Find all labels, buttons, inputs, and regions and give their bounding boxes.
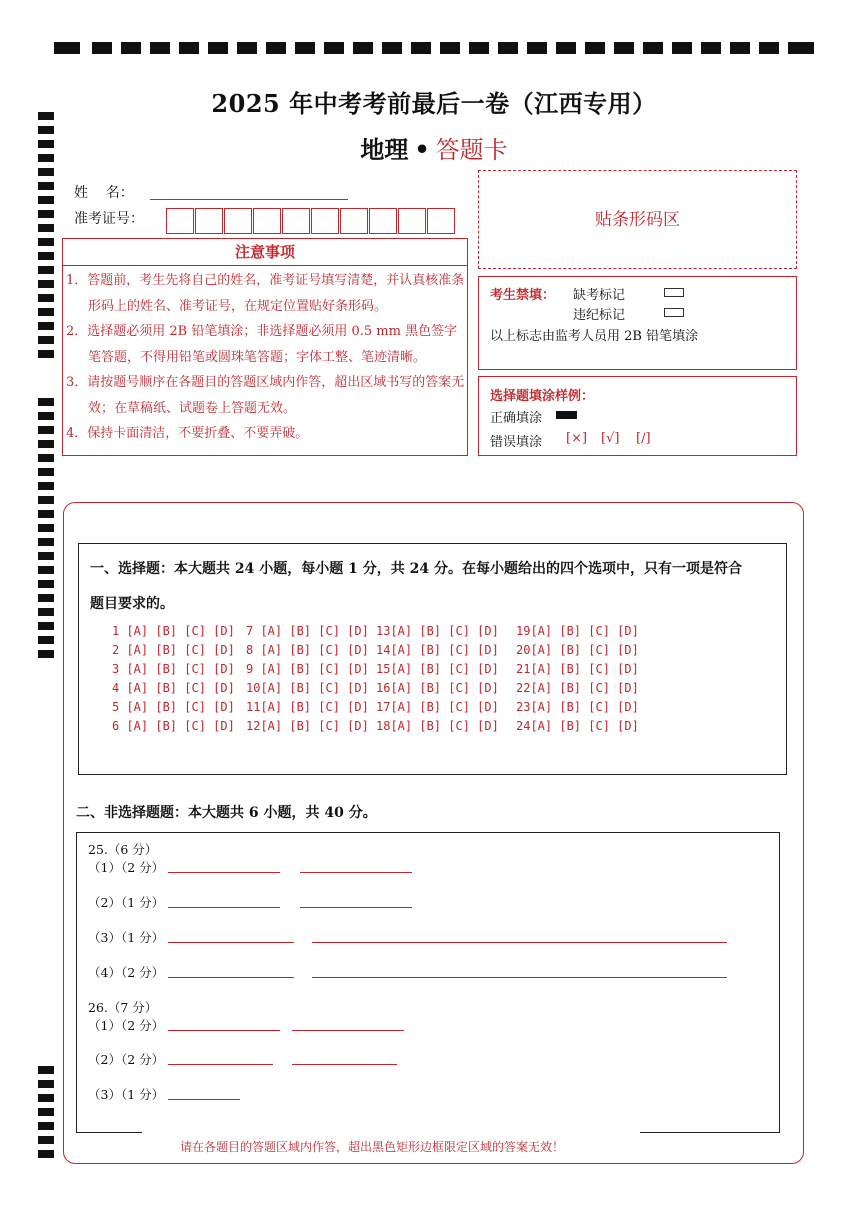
notice-item: 3．请按题号顺序在各题目的答题区域内作答，超出区域书写的答案无效；在草稿纸、试题卷上答题无效。 (66, 375, 465, 416)
timing-mark (730, 42, 750, 54)
timing-mark (324, 42, 344, 54)
choice-section-heading-cont: 题目要求的。 (90, 596, 174, 612)
q25-part-label: （3）（1 分） (88, 930, 165, 945)
timing-mark (150, 42, 170, 54)
barcode-label: 贴条形码区 (595, 210, 680, 230)
notice-list (66, 268, 466, 447)
timing-mark (411, 42, 431, 54)
notice-item: 4．保持卡面清洁，不要折叠、不要弄破。 (66, 426, 309, 441)
absent-mark-box[interactable] (664, 288, 684, 297)
timing-mark (38, 1094, 54, 1102)
timing-mark (179, 42, 199, 54)
card-subtitle: 地理 • 答题卡 (360, 135, 508, 164)
timing-mark (38, 580, 54, 588)
exempt-title: 考生禁填： (490, 288, 556, 303)
timing-mark (38, 336, 54, 344)
answer-line[interactable] (292, 1030, 404, 1031)
card-type-label: 答题卡 (435, 136, 508, 164)
timing-mark (38, 1136, 54, 1144)
timing-mark (38, 426, 54, 434)
timing-mark (38, 266, 54, 274)
notice-heading: 注意事项 (234, 243, 295, 261)
timing-mark (38, 308, 54, 316)
timing-mark (38, 1150, 54, 1158)
footer-warning: 请在各题目的答题区域内作答，超出黑色矩形边框限定区域的答案无效！ (180, 1140, 565, 1154)
q25-title: 25.（6 分） (88, 842, 158, 857)
timing-mark (38, 210, 54, 218)
answer-line[interactable] (168, 1030, 280, 1031)
timing-mark (121, 42, 141, 54)
wrong-mark-slash: [/] (636, 431, 651, 446)
timing-mark (440, 42, 460, 54)
timing-mark (38, 622, 54, 630)
divider (62, 265, 468, 266)
box-bottom-left (76, 1132, 142, 1133)
timing-mark (527, 42, 547, 54)
timing-mark (556, 42, 576, 54)
timing-mark (237, 42, 257, 54)
id-digit-box[interactable] (224, 208, 252, 234)
choice-section-heading: 一、选择题：本大题共 24 小题，每小题 1 分，共 24 分。在每小题给出的四个选项中，只有一项是符合 (90, 561, 742, 577)
timing-mark (38, 650, 54, 658)
q25-part-label: （2）（1 分） (88, 895, 165, 910)
timing-mark (614, 42, 634, 54)
timing-mark (643, 42, 663, 54)
timing-mark (38, 538, 54, 546)
timing-mark (701, 42, 721, 54)
id-digit-box[interactable] (282, 208, 310, 234)
answer-line[interactable] (168, 872, 280, 873)
name-label: 姓 名： (74, 185, 134, 201)
answer-line[interactable] (292, 1064, 397, 1065)
choice-column-4[interactable]: 19[A] [B] [C] [D] 20[A] [B] [C] [D] 21[A] [B] [C] [D] 22[A] [B] [C] [D] 23[A] [B] [C] [D] 24[A] [B] [C] [D] (516, 624, 639, 733)
timing-mark (788, 42, 814, 54)
exam-title: 2025 年中考考前最后一卷（江西专用） (211, 89, 657, 118)
id-digit-box[interactable] (427, 208, 455, 234)
violation-mark-box[interactable] (664, 308, 684, 317)
wrong-mark-check: [√] (601, 431, 620, 446)
answer-line[interactable] (168, 1099, 240, 1100)
exempt-note: 以上标志由监考人员用 2B 铅笔填涂 (490, 329, 699, 344)
timing-mark (38, 496, 54, 504)
subject-label: 地理 (360, 135, 409, 164)
barcode-area (478, 170, 797, 269)
id-digit-box[interactable] (166, 208, 194, 234)
choice-column-1[interactable]: 1 [A] [B] [C] [D] 2 [A] [B] [C] [D] 3 [A] [B] [C] [D] 4 [A] [B] [C] [D] 5 [A] [B] [C] [D] 6 [A] [B] [C] [D] (112, 624, 235, 733)
non-choice-section-heading: 二、非选择题题：本大题共 6 小题，共 40 分。 (76, 805, 377, 821)
timing-mark (38, 440, 54, 448)
timing-mark (38, 608, 54, 616)
timing-mark (92, 42, 112, 54)
timing-mark (38, 238, 54, 246)
timing-mark (498, 42, 518, 54)
id-digit-box[interactable] (369, 208, 397, 234)
timing-mark (38, 398, 54, 406)
timing-mark (38, 168, 54, 176)
notice-item: 2．选择题必须用 2B 铅笔填涂；非选择题必须用 0.5 mm 黑色签字笔答题，不得用铅笔或圆珠笔答题；字体工整、笔迹清晰。 (66, 324, 458, 365)
answer-line[interactable] (312, 942, 727, 943)
answer-line[interactable] (168, 907, 280, 908)
timing-mark (38, 482, 54, 490)
timing-mark (382, 42, 402, 54)
absent-label: 缺考标记 (573, 288, 626, 303)
id-digit-box[interactable] (311, 208, 339, 234)
q26-title: 26.（7 分） (88, 1000, 158, 1015)
timing-mark (38, 1108, 54, 1116)
timing-mark (38, 196, 54, 204)
timing-mark (38, 594, 54, 602)
q26-part-label: （1）（2 分） (88, 1018, 165, 1033)
wrong-fill-label: 错误填涂 (490, 435, 543, 450)
timing-mark (672, 42, 692, 54)
wrong-mark-cross: [×] (566, 431, 588, 446)
timing-mark (38, 322, 54, 330)
answer-line[interactable] (168, 1064, 273, 1065)
fill-example-title: 选择题填涂样例： (490, 389, 595, 404)
timing-mark (38, 182, 54, 190)
timing-mark (38, 636, 54, 644)
timing-mark (38, 280, 54, 288)
timing-mark (54, 42, 80, 54)
timing-mark (38, 412, 54, 420)
q25-part-label: （1）（2 分） (88, 860, 165, 875)
timing-mark (38, 524, 54, 532)
timing-mark (38, 1080, 54, 1088)
answer-line[interactable] (168, 942, 294, 943)
id-digit-box[interactable] (253, 208, 281, 234)
timing-mark (208, 42, 228, 54)
timing-mark (266, 42, 286, 54)
id-digit-box[interactable] (398, 208, 426, 234)
timing-mark (759, 42, 779, 54)
q26-part-label: （2）（2 分） (88, 1052, 165, 1067)
name-field[interactable] (150, 199, 348, 200)
q25-part-label: （4）（2 分） (88, 965, 165, 980)
timing-mark (38, 566, 54, 574)
timing-mark (469, 42, 489, 54)
timing-mark (353, 42, 373, 54)
timing-mark (38, 510, 54, 518)
correct-fill-sample (556, 411, 577, 419)
violation-label: 违纪标记 (573, 308, 626, 323)
box-bottom-right (640, 1132, 780, 1133)
answer-line[interactable] (168, 977, 294, 978)
timing-mark (38, 1122, 54, 1130)
timing-mark (38, 552, 54, 560)
id-digit-box[interactable] (340, 208, 368, 234)
choice-column-2[interactable]: 7 [A] [B] [C] [D] 8 [A] [B] [C] [D] 9 [A] [B] [C] [D] 10[A] [B] [C] [D] 11[A] [B] [C] [D] 12[A] [B] [C] [D] (246, 624, 369, 733)
choice-column-3[interactable]: 13[A] [B] [C] [D] 14[A] [B] [C] [D] 15[A] [B] [C] [D] 16[A] [B] [C] [D] 17[A] [B] [C] [D] 18[A] [B] [C] [D] (376, 624, 499, 733)
id-label: 准考证号： (74, 211, 144, 227)
id-digit-box[interactable] (195, 208, 223, 234)
timing-mark (38, 294, 54, 302)
correct-fill-label: 正确填涂 (490, 411, 543, 426)
timing-mark (585, 42, 605, 54)
timing-mark (38, 454, 54, 462)
q26-part-label: （3）（1 分） (88, 1087, 165, 1102)
timing-mark (295, 42, 315, 54)
notice-item: 1．答题前，考生先将自己的姓名，准考证号填写清楚，并认真核准条形码上的姓名、准考证号，在规定位置贴好条形码。 (66, 273, 465, 314)
answer-line[interactable] (312, 977, 727, 978)
non-choice-box (76, 832, 780, 1132)
answer-line[interactable] (300, 907, 412, 908)
answer-line[interactable] (300, 872, 412, 873)
timing-mark (38, 252, 54, 260)
timing-mark (38, 1066, 54, 1074)
timing-mark (38, 350, 54, 358)
timing-mark (38, 224, 54, 232)
timing-mark (38, 468, 54, 476)
